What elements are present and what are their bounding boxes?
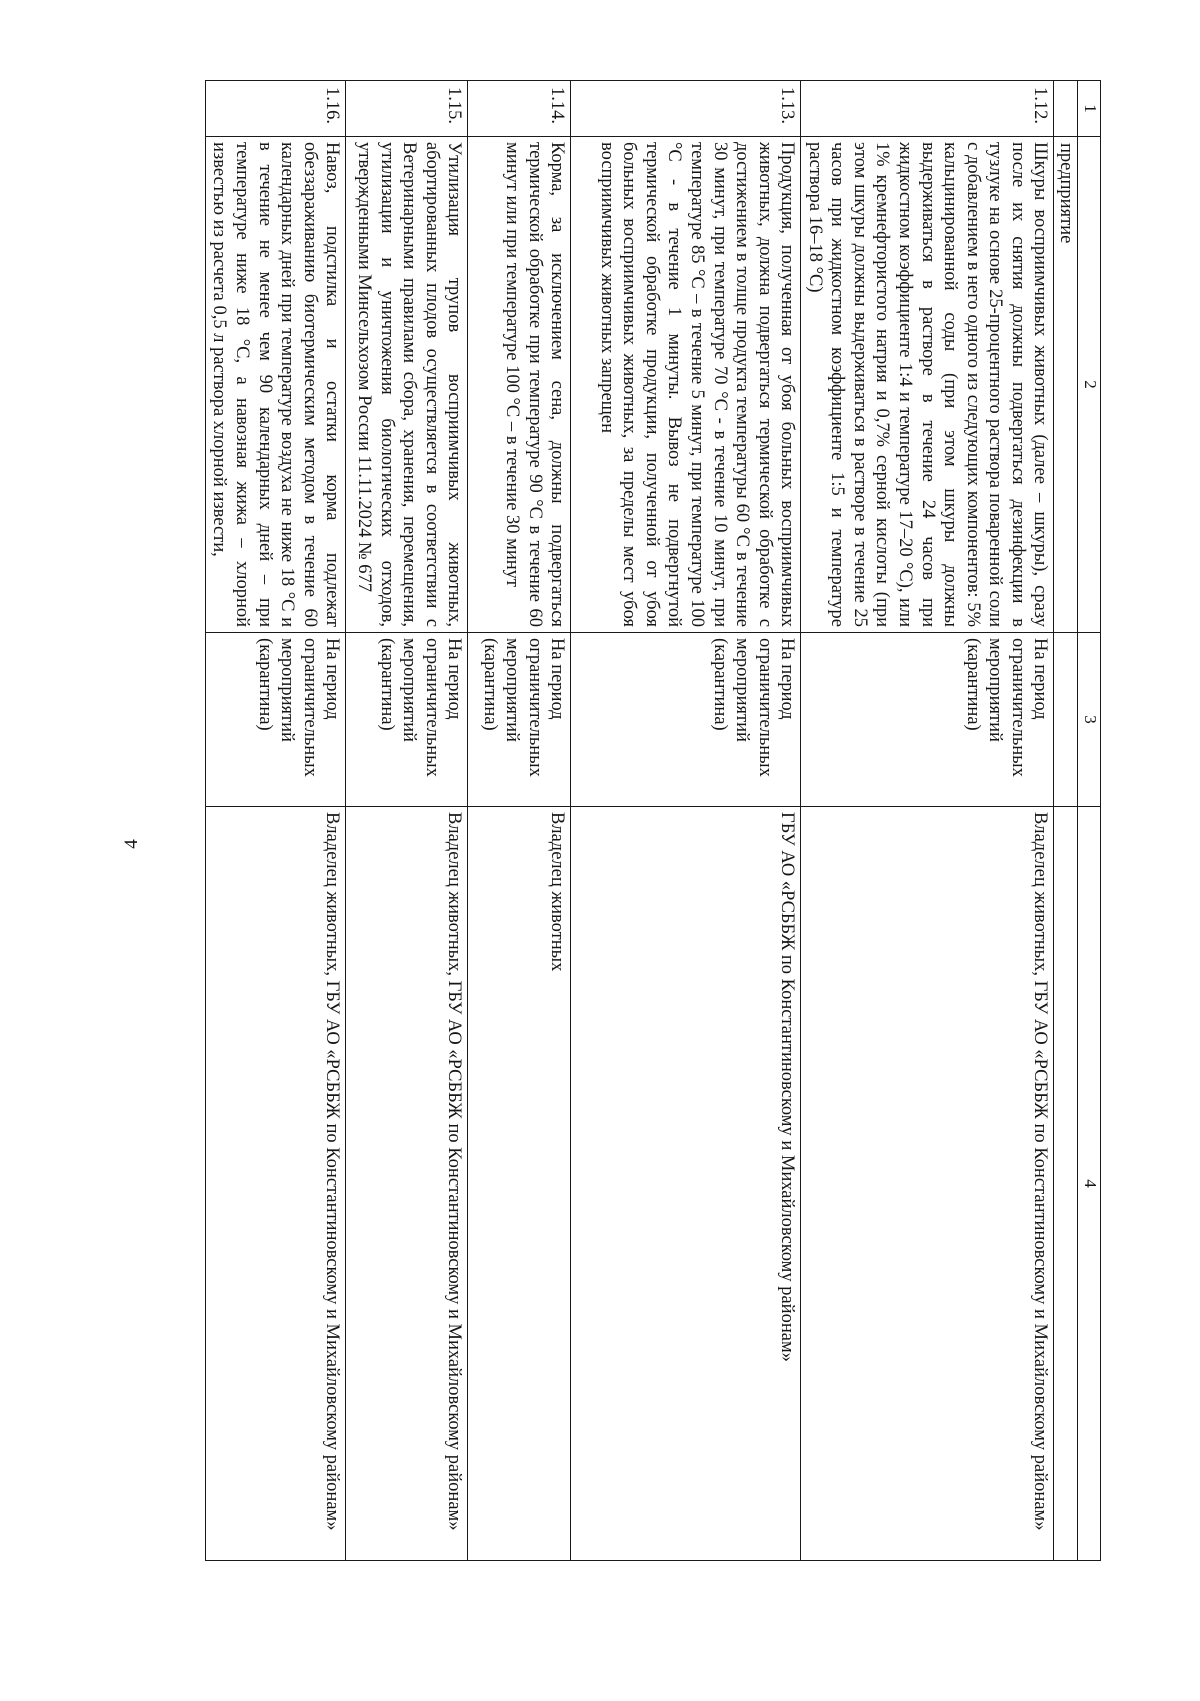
table-header-row [1078,81,1101,1561]
row-measure: Шкуры восприимчивых животных (далее – шкуры), сразу после их снятия должны подвергаться дезинфекции в тузлуке на основе 25-процентного раствора поваренной соли с добавлением в него одного из следующих компонентов: 5% кальцинированной соды (при этом шкуры должны выдерживаться в растворе в течение 24 часов при жидкостном коэффициенте 1:4 и температуре 17–20 °С), или 1% кремнефтористого натрия и 0,7% серной кислоты (при этом шкуры должны выдерживаться в растворе в течение 25 часов при жидкостном коэффициенте 1:5 и температуре раствора 16–18 °С) [801,137,1054,633]
row-responsible: ГБУ АО «РСББЖ по Константиновскому и Михайловскому районам» [571,807,801,1561]
row-number: 1.12. [801,81,1054,137]
row-number: 1.15. [346,81,468,137]
continuation-row [1054,81,1078,1561]
header-col-1: 1 [1078,81,1101,137]
table-row [346,81,468,1561]
row-period: На период ограничительных мероприятий (карантина) [571,633,801,807]
row-period: На период ограничительных мероприятий (карантина) [801,633,1054,807]
row-number: 1.16. [205,81,345,137]
continuation-blank [1054,807,1078,1561]
continuation-blank [1054,81,1078,137]
page-number: 4 [121,839,142,849]
table-row [205,81,345,1561]
row-responsible: Владелец животных, ГБУ АО «РСББЖ по Константиновскому и Михайловскому районам» [801,807,1054,1561]
row-period: На период ограничительных мероприятий (карантина) [205,633,345,807]
row-number: 1.13. [571,81,801,137]
header-col-2: 2 [1078,137,1101,633]
continuation-text: предприятие [1054,137,1078,633]
row-number: 1.14. [468,81,571,137]
row-measure: Навоз, подстилка и остатки корма подлежат обеззараживанию биотермическим методом в течение 60 календарных дней при температуре воздуха не ниже 18 °С и в течение не менее чем 90 календарных дней – при температуре ниже 18 °С, а навозная жижа – хлорной известью из расчета 0,5 л раствора хлорной извести, [205,137,345,633]
table-row [571,81,801,1561]
row-measure: Корма, за исключением сена, должны подвергаться термической обработке при температуре 90 °С в течение 60 минут или при температуре 100 °С – в течение 30 минут [468,137,571,633]
row-period: На период ограничительных мероприятий (карантина) [468,633,571,807]
table-row [468,81,571,1561]
header-col-4: 4 [1078,807,1101,1561]
row-period: На период ограничительных мероприятий (карантина) [346,633,468,807]
row-responsible: Владелец животных [468,807,571,1561]
rotated-table-container [206,80,1101,1560]
continuation-blank [1054,633,1078,807]
header-col-3: 3 [1078,633,1101,807]
row-responsible: Владелец животных, ГБУ АО «РСББЖ по Константиновскому и Михайловскому районам» [346,807,468,1561]
row-measure: Утилизация трупов восприимчивых животных, абортированных плодов осуществляется в соответствии с Ветеринарными правилами сбора, хранения, перемещения, утилизации и уничтожения биологических отходов, утвержденными Минсельхозом России 11.11.2024 № 677 [346,137,468,633]
table-row [801,81,1054,1561]
measures-table [205,80,1101,1561]
row-measure: Продукция, полученная от убоя больных восприимчивых животных, должна подвергаться термической обработке с достижением в толще продукта температуры 60 °С в течение 30 минут, при температуре 70 °С - в течение 10 минут, при температуре 85 °С – в течение 5 минут, при температуре 100 °С - в течение 1 минуты. Вывоз не подвергнутой термической обработке продукции, полученной от убоя больных восприимчивых животных, за пределы мест убоя восприимчивых животных запрещен [571,137,801,633]
row-responsible: Владелец животных, ГБУ АО «РСББЖ по Константиновскому и Михайловскому районам» [205,807,345,1561]
